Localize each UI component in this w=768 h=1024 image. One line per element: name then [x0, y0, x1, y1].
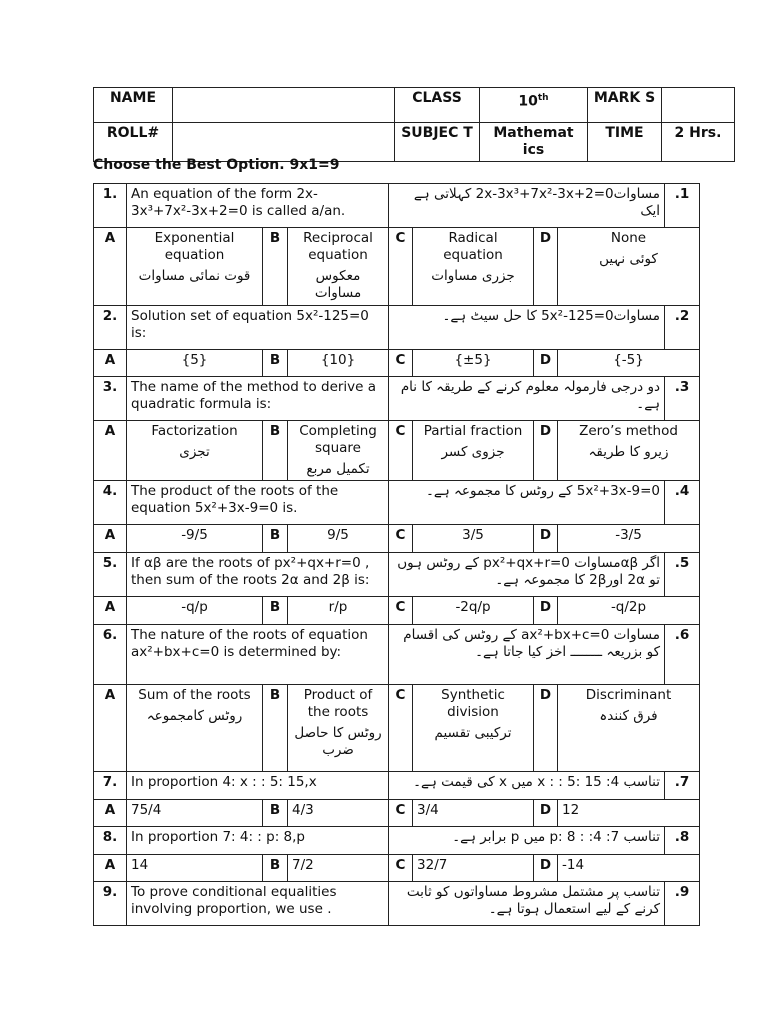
question-number-ur: .6	[665, 625, 700, 685]
option-text-en: {5}	[181, 352, 208, 368]
question-text-ur: مساوات ax²+bx+c=0 کے روٹس کی اقسام کو بزریعہ ــــــــ اخز کیا جاتا ہے۔	[389, 625, 665, 685]
option-text-ur: روٹس کا حاصل ضرب	[294, 725, 382, 758]
option-text-ur: تجزی	[179, 444, 210, 460]
class-label: CLASS	[395, 88, 480, 123]
question-number: 1.	[94, 184, 127, 228]
option-text-en: 12	[562, 802, 580, 818]
option-d[interactable]	[558, 685, 700, 772]
question-number: 9.	[94, 882, 127, 926]
option-text-en: Factorization	[151, 423, 238, 439]
options-row	[94, 421, 700, 481]
option-text-en: Radical equation	[443, 230, 503, 263]
option-letter: B	[263, 421, 288, 481]
question-text-en: To prove conditional equalities involving proportion, we use .	[127, 882, 389, 926]
question-number: 3.	[94, 377, 127, 421]
option-b[interactable]	[288, 597, 389, 625]
option-text-ur: ترکیبی تقسیم	[434, 725, 512, 741]
option-c[interactable]	[413, 350, 534, 377]
option-text-en: Exponential equation	[154, 230, 235, 263]
question-row	[94, 306, 700, 350]
option-b[interactable]	[288, 685, 389, 772]
option-d[interactable]	[558, 525, 700, 553]
question-number-ur: .8	[665, 827, 700, 855]
roll-field[interactable]	[173, 123, 395, 162]
options-row	[94, 525, 700, 553]
name-field[interactable]	[173, 88, 395, 123]
option-text-ur: روٹس کامجموعہ	[146, 708, 243, 724]
question-number-ur: .5	[665, 553, 700, 597]
question-number-ur: .7	[665, 772, 700, 800]
option-b[interactable]	[288, 800, 389, 827]
question-text-en: In proportion 4: x : : 5: 15,x	[127, 772, 389, 800]
option-c[interactable]	[413, 525, 534, 553]
question-row	[94, 184, 700, 228]
option-letter: A	[94, 350, 127, 377]
option-letter: D	[534, 350, 558, 377]
question-number: 4.	[94, 481, 127, 525]
option-c[interactable]	[413, 800, 534, 827]
option-text-en: -q/p	[181, 599, 208, 615]
option-b[interactable]	[288, 228, 389, 306]
option-text-ur: جزری مساوات	[431, 268, 515, 284]
option-a[interactable]	[127, 421, 263, 481]
option-text-en: Discriminant	[585, 687, 672, 703]
option-text-en: -9/5	[181, 527, 208, 543]
question-row	[94, 882, 700, 926]
subject-value: Mathemat ics	[480, 123, 588, 162]
option-c[interactable]	[413, 597, 534, 625]
option-c[interactable]	[413, 685, 534, 772]
option-letter: B	[263, 525, 288, 553]
question-row	[94, 772, 700, 800]
question-text-en: An equation of the form 2x-3x³+7x²-3x+2=0 is called a/an.	[127, 184, 389, 228]
question-text-en: The product of the roots of the equation 5x²+3x-9=0 is.	[127, 481, 389, 525]
option-text-en: 32/7	[417, 857, 448, 873]
mcq-table	[93, 183, 700, 926]
option-c[interactable]	[413, 855, 534, 882]
option-letter: A	[94, 855, 127, 882]
option-b[interactable]	[288, 350, 389, 377]
option-text-en: 4/3	[292, 802, 314, 818]
option-text-en: {10}	[320, 352, 356, 368]
option-text-en: Sum of the roots	[138, 687, 251, 703]
option-text-en: Synthetic division	[441, 687, 505, 720]
option-letter: C	[389, 350, 413, 377]
option-letter: A	[94, 685, 127, 772]
options-row	[94, 228, 700, 306]
option-b[interactable]	[288, 855, 389, 882]
class-value: 10th	[480, 88, 588, 123]
options-row	[94, 350, 700, 377]
option-a[interactable]	[127, 597, 263, 625]
option-b[interactable]	[288, 525, 389, 553]
option-letter: C	[389, 800, 413, 827]
option-text-en: {±5}	[454, 352, 492, 368]
option-d[interactable]	[558, 597, 700, 625]
option-text-en: 14	[131, 857, 149, 873]
question-row	[94, 377, 700, 421]
name-label: NAME	[94, 88, 173, 123]
option-text-en: r/p	[328, 599, 348, 615]
option-text-en: -q/2p	[610, 599, 647, 615]
option-d[interactable]	[558, 228, 700, 306]
header-table	[93, 87, 735, 162]
subject-label: SUBJEC T	[395, 123, 480, 162]
question-row	[94, 625, 700, 685]
question-text-en: If αβ are the roots of px²+qx+r=0 , then sum of the roots 2α and 2β is:	[127, 553, 389, 597]
option-d[interactable]	[558, 800, 700, 827]
option-d[interactable]	[558, 855, 700, 882]
question-text-ur: اگر αβمساوات px²+qx+r=0 کے روٹس ہوں تو 2α اور2β کا مجموعہ ہے۔	[389, 553, 665, 597]
option-letter: C	[389, 228, 413, 306]
option-letter: C	[389, 855, 413, 882]
option-text-en: -2q/p	[455, 599, 491, 615]
question-text-ur: 5x²+3x-9=0 کے روٹس کا مجموعہ ہے۔	[389, 481, 665, 525]
option-text-en: -14	[562, 857, 585, 873]
option-a[interactable]	[127, 525, 263, 553]
option-letter: A	[94, 597, 127, 625]
option-letter: B	[263, 597, 288, 625]
option-a[interactable]	[127, 228, 263, 306]
question-row	[94, 553, 700, 597]
option-letter: C	[389, 597, 413, 625]
time-label: TIME	[588, 123, 662, 162]
question-text-ur: مساوات0=5x²-125 کا حل سیٹ ہے۔	[389, 306, 665, 350]
question-row	[94, 481, 700, 525]
question-text-ur: دو درجی فارمولہ معلوم کرنے کے طریقہ کا نام ہے۔	[389, 377, 665, 421]
question-number: 6.	[94, 625, 127, 685]
question-number: 5.	[94, 553, 127, 597]
option-c[interactable]	[413, 228, 534, 306]
option-text-en: Product of the roots	[303, 687, 373, 720]
options-row	[94, 685, 700, 772]
option-text-en: Partial fraction	[423, 423, 523, 439]
option-letter: C	[389, 525, 413, 553]
option-text-ur: فرق کنندہ	[599, 708, 658, 724]
option-a[interactable]	[127, 685, 263, 772]
option-letter: A	[94, 525, 127, 553]
time-value: 2 Hrs.	[662, 123, 735, 162]
question-row	[94, 827, 700, 855]
option-letter: B	[263, 855, 288, 882]
option-text-en: 3/5	[462, 527, 484, 543]
option-letter: B	[263, 350, 288, 377]
option-b[interactable]	[288, 421, 389, 481]
question-number: 8.	[94, 827, 127, 855]
roll-label: ROLL#	[94, 123, 173, 162]
options-row	[94, 855, 700, 882]
question-text-ur: تناسب پر مشتمل مشروط مساواتوں کو ثابت کرنے کے لیے استعمال ہوتا ہے۔	[389, 882, 665, 926]
option-text-en: -3/5	[615, 527, 642, 543]
question-number-ur: .1	[665, 184, 700, 228]
option-text-ur: زیرو کا طریقہ	[588, 444, 669, 460]
option-letter: C	[389, 421, 413, 481]
question-text-en: Solution set of equation 5x²-125=0 is:	[127, 306, 389, 350]
option-letter: D	[534, 525, 558, 553]
option-text-en: Completing square	[299, 423, 377, 456]
question-number-ur: .9	[665, 882, 700, 926]
option-a[interactable]	[127, 800, 263, 827]
option-letter: C	[389, 685, 413, 772]
options-row	[94, 800, 700, 827]
marks-field[interactable]	[662, 88, 735, 123]
question-number: 7.	[94, 772, 127, 800]
instruction-text: Choose the Best Option. 9x1=9	[93, 157, 340, 173]
option-letter: D	[534, 855, 558, 882]
option-letter: D	[534, 597, 558, 625]
question-text-ur: تناسب 4: x : : 5: 15 میں x کی قیمت ہے۔	[389, 772, 665, 800]
option-letter: B	[263, 228, 288, 306]
option-letter: A	[94, 800, 127, 827]
option-letter: D	[534, 228, 558, 306]
option-text-en: Zero’s method	[579, 423, 678, 439]
option-text-ur: تکمیل مربع	[306, 461, 370, 477]
question-text-ur: تناسب 7: 4: : p: 8 میں p برابر ہے۔	[389, 827, 665, 855]
question-number-ur: .4	[665, 481, 700, 525]
option-letter: D	[534, 800, 558, 827]
option-text-ur: کوئی نہیں	[599, 251, 658, 267]
question-number-ur: .2	[665, 306, 700, 350]
question-text-en: The nature of the roots of equation ax²+bx+c=0 is determined by:	[127, 625, 389, 685]
option-text-en: 75/4	[131, 802, 162, 818]
option-text-en: {-5}	[613, 352, 644, 368]
option-text-en: 9/5	[327, 527, 349, 543]
option-text-ur: معکوس مساوات	[314, 268, 362, 301]
option-text-en: None	[610, 230, 647, 246]
question-text-ur: مساوات0=2x-3x³+7x²-3x+2 کہلاتی ہے ایک	[389, 184, 665, 228]
option-letter: A	[94, 228, 127, 306]
option-d[interactable]	[558, 421, 700, 481]
option-letter: D	[534, 685, 558, 772]
option-text-en: 3/4	[417, 802, 439, 818]
option-letter: A	[94, 421, 127, 481]
options-row	[94, 597, 700, 625]
question-text-en: The name of the method to derive a quadratic formula is:	[127, 377, 389, 421]
option-text-ur: جزوی کسر	[441, 444, 505, 460]
option-text-en: 7/2	[292, 857, 314, 873]
question-number: 2.	[94, 306, 127, 350]
option-a[interactable]	[127, 350, 263, 377]
option-letter: D	[534, 421, 558, 481]
option-letter: B	[263, 800, 288, 827]
option-d[interactable]	[558, 350, 700, 377]
option-text-en: Reciprocal equation	[303, 230, 373, 263]
option-text-ur: قوت نمائی مساوات	[138, 268, 251, 284]
question-number-ur: .3	[665, 377, 700, 421]
option-c[interactable]	[413, 421, 534, 481]
question-text-en: In proportion 7: 4: : p: 8,p	[127, 827, 389, 855]
option-a[interactable]	[127, 855, 263, 882]
marks-label: MARK S	[588, 88, 662, 123]
option-letter: B	[263, 685, 288, 772]
